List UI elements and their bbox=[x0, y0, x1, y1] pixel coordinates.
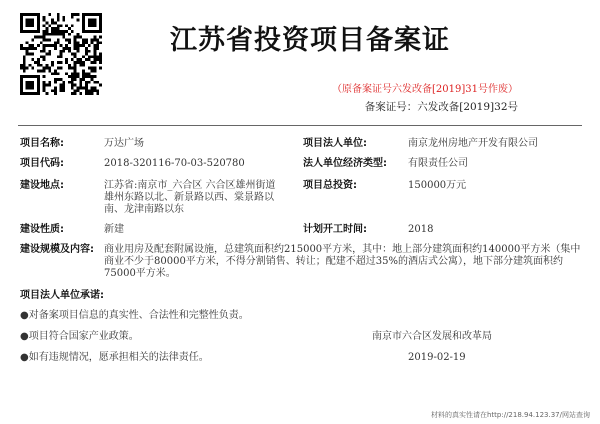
commitment-item: ●对备案项目信息的真实性、合法性和完整性负责。 bbox=[20, 310, 249, 321]
record-number: 备案证号：六发改备[2019]32号 bbox=[364, 101, 518, 113]
unit-nature-value: 有限责任公司 bbox=[408, 158, 468, 169]
scale-label: 建设规模及内容: bbox=[20, 244, 94, 255]
project-name-label: 项目名称: bbox=[20, 138, 64, 149]
commitment-item: ●项目符合国家产业政策。 bbox=[20, 331, 139, 342]
construction-nature-label: 建设性质: bbox=[20, 224, 64, 235]
location-value: 江苏省:南京市_六合区 六合区雄州街道雄州东路以北、新景路以西、棠景路以南、龙津南路以东 bbox=[104, 180, 276, 215]
commitment-title: 项目法人单位承诺: bbox=[20, 290, 104, 301]
page-title: 江苏省投资项目备案证 bbox=[170, 25, 450, 56]
total-investment-value: 150000万元 bbox=[408, 180, 467, 191]
start-year-label: 计划开工时间: bbox=[303, 224, 367, 235]
project-code-label: 项目代码: bbox=[20, 158, 64, 169]
issue-date: 2019-02-19 bbox=[408, 352, 466, 363]
unit-nature-label: 法人单位经济类型: bbox=[303, 158, 387, 169]
commitment-item: ●如有违规情况，愿承担相关的法律责任。 bbox=[20, 352, 209, 363]
legal-person-label: 项目法人单位: bbox=[303, 138, 367, 149]
original-record-number: （原备案证号六发改备[2019]31号作废） bbox=[332, 84, 518, 95]
scale-value: 商业用房及配套附属设施，总建筑面积约215000平方米，其中：地上部分建筑面积约140000平方米（集中商业不少于80000平方米，不得分割销售、转让；配建不超过35%的酒店式公寓），地下部分建筑面积约75000平方米。 bbox=[104, 244, 581, 279]
footer-verify-note: 材料的真实性请在http://218.94.123.37/网站查询 bbox=[430, 411, 590, 419]
divider bbox=[18, 125, 582, 126]
project-code-value: 2018-320116-70-03-520780 bbox=[104, 158, 245, 169]
construction-nature-value: 新建 bbox=[104, 224, 124, 235]
start-year-value: 2018 bbox=[408, 224, 434, 235]
total-investment-label: 项目总投资: bbox=[303, 180, 357, 191]
project-name-value: 万达广场 bbox=[104, 138, 144, 149]
issuer-name: 南京市六合区发展和改革局 bbox=[372, 331, 492, 342]
location-label: 建设地点: bbox=[20, 180, 64, 191]
legal-person-value: 南京龙州房地产开发有限公司 bbox=[408, 138, 538, 149]
